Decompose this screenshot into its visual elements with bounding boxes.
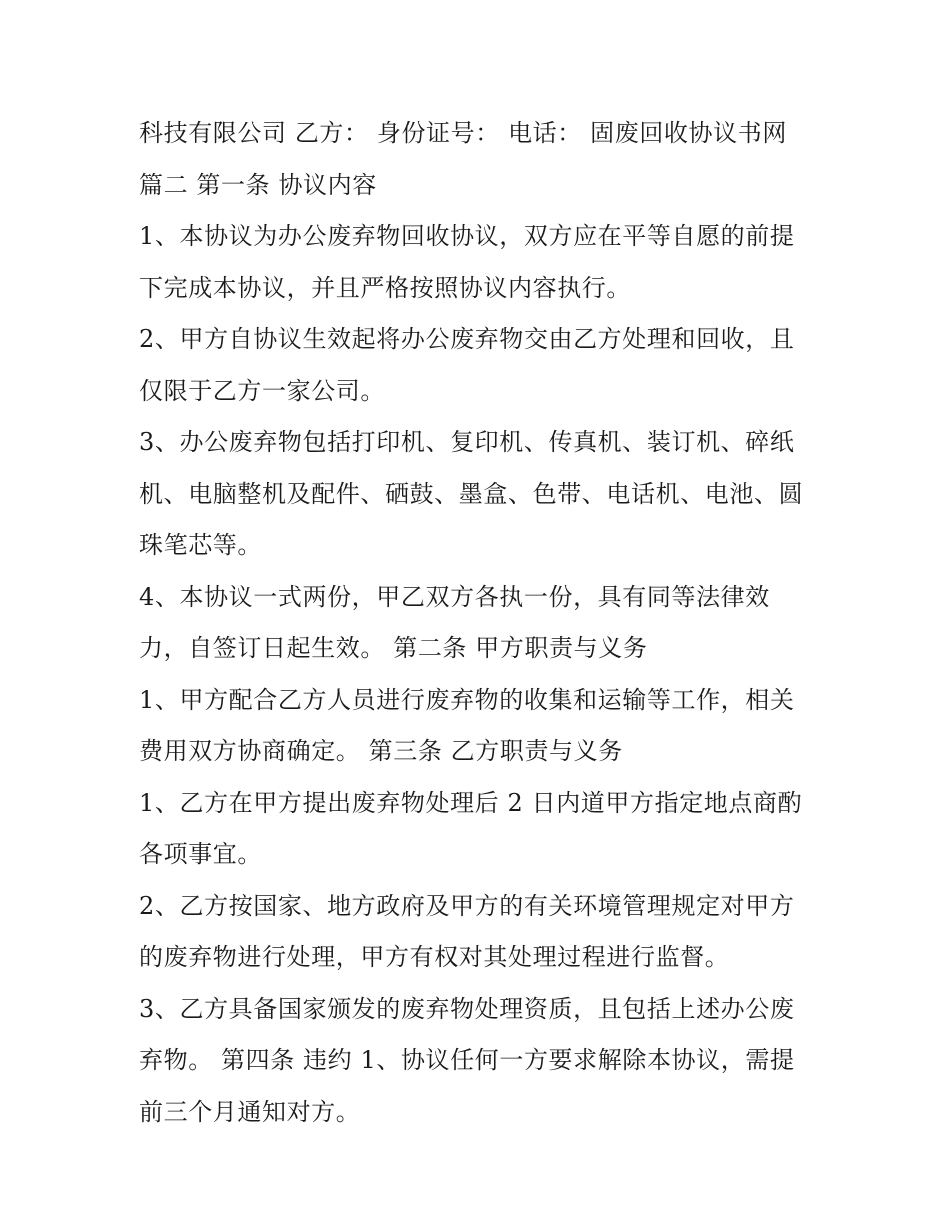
text-line-6: 仅限于乙方一家公司。: [139, 376, 385, 405]
text-line-2: 篇二 第一条 协议内容: [139, 170, 377, 199]
text-line-17: 的废弃物进行处理，甲方有权对其处理过程进行监督。: [139, 943, 730, 971]
text-line-18: 3、乙方具备国家颁发的废弃物处理资质，且包括上述办公废: [139, 994, 795, 1023]
text-line-12: 1、甲方配合乙方人员进行废弃物的收集和运输等工作，相关: [139, 685, 795, 714]
text-line-20: 前三个月通知对方。: [139, 1097, 361, 1126]
text-line-16: 2、乙方按国家、地方政府及甲方的有关环境管理规定对甲方: [139, 891, 795, 920]
text-line-10: 4、本协议一式两份，甲乙双方各执一份，具有同等法律效: [139, 582, 770, 611]
text-line-8: 机、电脑整机及配件、硒鼓、墨盒、色带、电话机、电池、圆: [139, 479, 804, 508]
text-line-11: 力，自签订日起生效。 第二条 甲方职责与义务: [139, 634, 648, 662]
text-line-19: 弃物。 第四条 违约 1、协议任何一方要求解除本协议，需提: [139, 1046, 795, 1074]
text-line-5: 2、甲方自协议生效起将办公废弃物交由乙方处理和回收，且: [139, 325, 795, 353]
text-line-14: 1、乙方在甲方提出废弃物处理后 2 日内道甲方指定地点商酌: [139, 788, 803, 817]
text-line-3: 1、本协议为办公废弃物回收协议，双方应在平等自愿的前提: [139, 222, 795, 250]
text-line-1: 科技有限公司 乙方： 身份证号： 电话： 固废回收协议书网: [139, 119, 787, 147]
text-line-7: 3、办公废弃物包括打印机、复印机、传真机、装订机、碎纸: [139, 428, 795, 456]
text-line-9: 珠笔芯等。: [139, 531, 262, 559]
text-line-4: 下完成本协议，并且严格按照协议内容执行。: [139, 273, 631, 302]
text-line-13: 费用双方协商确定。 第三条 乙方职责与义务: [139, 737, 623, 765]
text-line-15: 各项事宜。: [139, 840, 262, 868]
document-body: [139, 108, 839, 1138]
